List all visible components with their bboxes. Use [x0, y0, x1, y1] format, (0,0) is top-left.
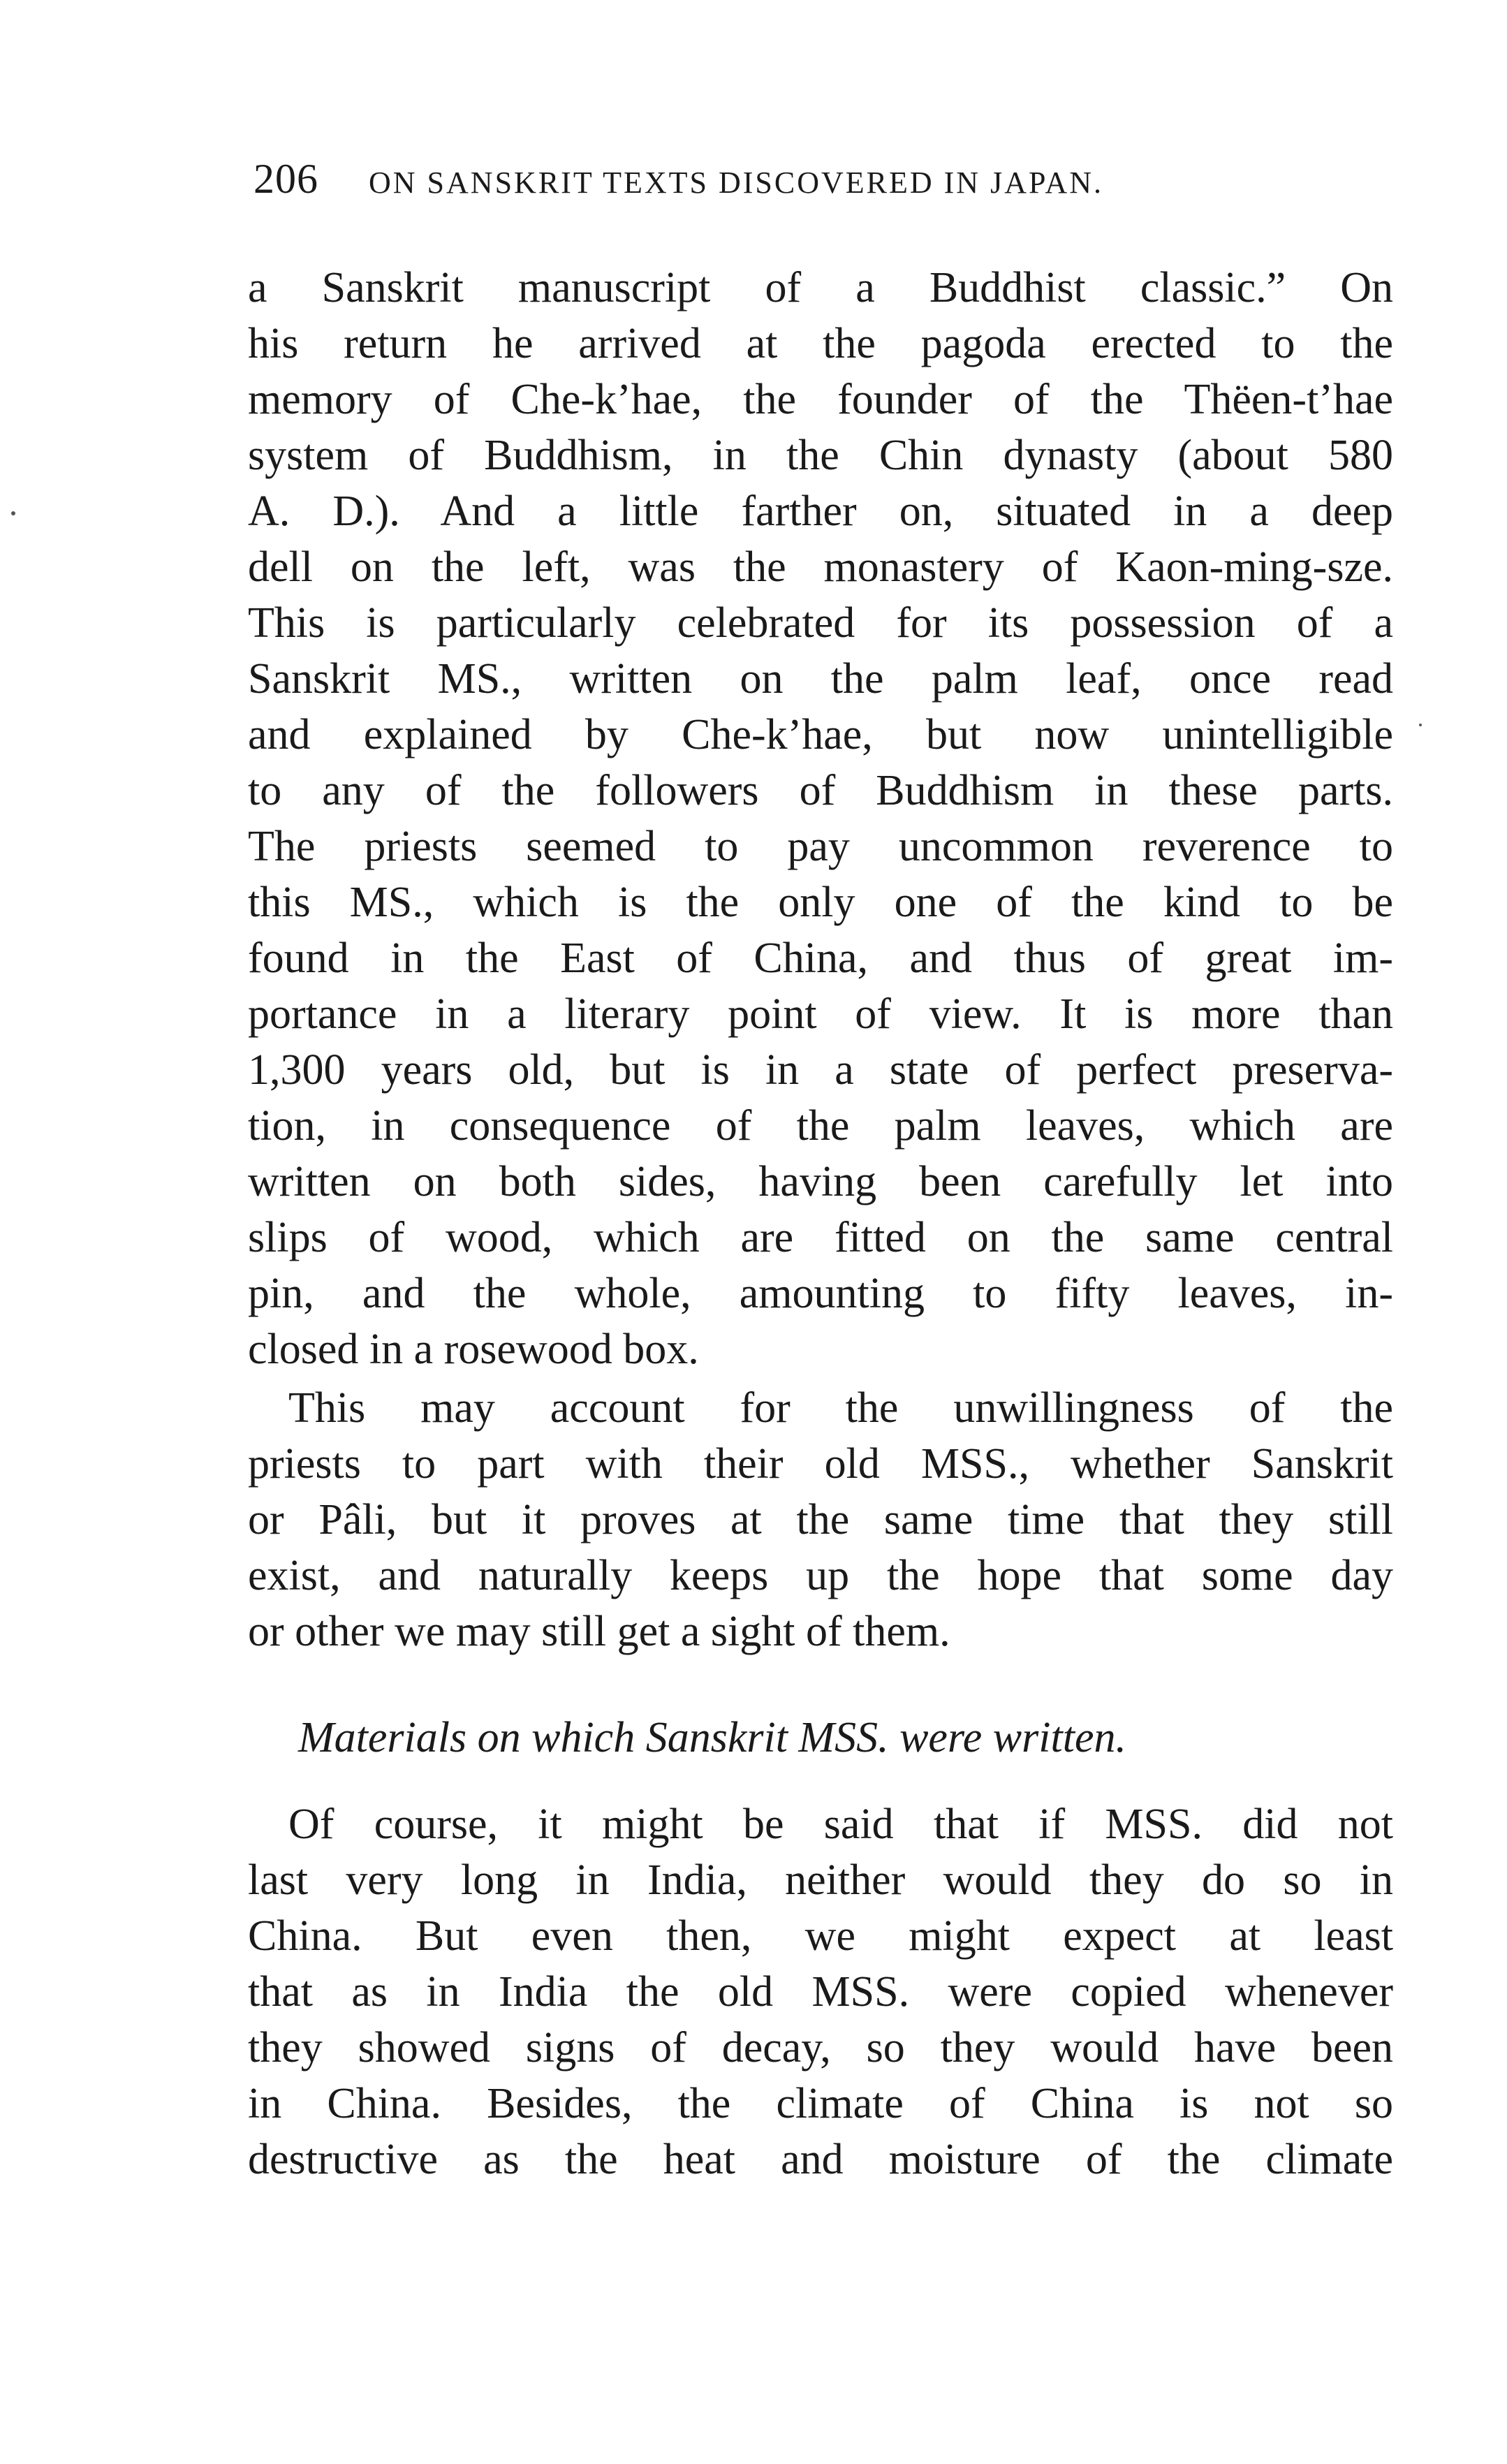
text-line: China. But even then, we might expect at least [248, 1912, 1393, 1960]
text-line: that as in India the old MSS. were copied whenever [248, 1968, 1393, 2016]
text-line: in China. Besides, the climate of China is not so [248, 2080, 1393, 2127]
text-line: or other we may still get a sight of them. [248, 1608, 950, 1655]
text-line: or Pâli, but it proves at the same time that they still [248, 1496, 1393, 1543]
text-line: This is particularly celebrated for its possession of a [248, 599, 1393, 647]
text-line: a Sanskrit manuscript of a Buddhist classic.” On [248, 264, 1393, 311]
text-line: Sanskrit MS., written on the palm leaf, once read [248, 655, 1393, 703]
text-line: 1,300 years old, but is in a state of perfect preserva- [248, 1046, 1393, 1094]
text-line: This may account for the unwillingness of the [288, 1384, 1393, 1432]
scan-speck [11, 511, 15, 515]
text-line: found in the East of China, and thus of great im- [248, 934, 1393, 982]
text-line: pin, and the whole, amounting to fifty leaves, in- [248, 1270, 1393, 1317]
text-line: this MS., which is the only one of the kind to be [248, 879, 1393, 926]
text-line: closed in a rosewood box. [248, 1326, 699, 1373]
running-head: ON SANSKRIT TEXTS DISCOVERED IN JAPAN. [369, 166, 1103, 200]
text-line: last very long in India, neither would they do so in [248, 1856, 1393, 1904]
text-line: Of course, it might be said that if MSS. did not [288, 1801, 1393, 1848]
text-line: destructive as the heat and moisture of the climate [248, 2136, 1393, 2183]
page-header [253, 155, 1378, 211]
text-line: memory of Che-k’hae, the founder of the Thëen-t’hae [248, 376, 1393, 423]
text-line: and explained by Che-k’hae, but now unintelligible [248, 711, 1393, 758]
text-line: The priests seemed to pay uncommon reverence to [248, 823, 1393, 870]
section-heading: Materials on which Sanskrit MSS. were written. [298, 1714, 1126, 1761]
text-line: portance in a literary point of view. It is more than [248, 990, 1393, 1038]
text-line: slips of wood, which are fitted on the same central [248, 1214, 1393, 1261]
text-line: priests to part with their old MSS., whether Sanskrit [248, 1440, 1393, 1488]
text-line: they showed signs of decay, so they would have been [248, 2024, 1393, 2071]
text-line: A. D.). And a little farther on, situated in a deep [248, 487, 1393, 535]
page-number: 206 [253, 156, 318, 202]
text-line: his return he arrived at the pagoda erected to the [248, 320, 1393, 367]
text-line: exist, and naturally keeps up the hope that some day [248, 1552, 1393, 1599]
scan-speck [1419, 724, 1422, 726]
text-line: dell on the left, was the monastery of Kaon-ming-sze. [248, 543, 1393, 591]
text-line: written on both sides, having been carefully let into [248, 1158, 1393, 1205]
text-line: to any of the followers of Buddhism in these parts. [248, 767, 1393, 814]
text-line: tion, in consequence of the palm leaves, which are [248, 1102, 1393, 1150]
text-line: system of Buddhism, in the Chin dynasty (about 580 [248, 432, 1393, 479]
